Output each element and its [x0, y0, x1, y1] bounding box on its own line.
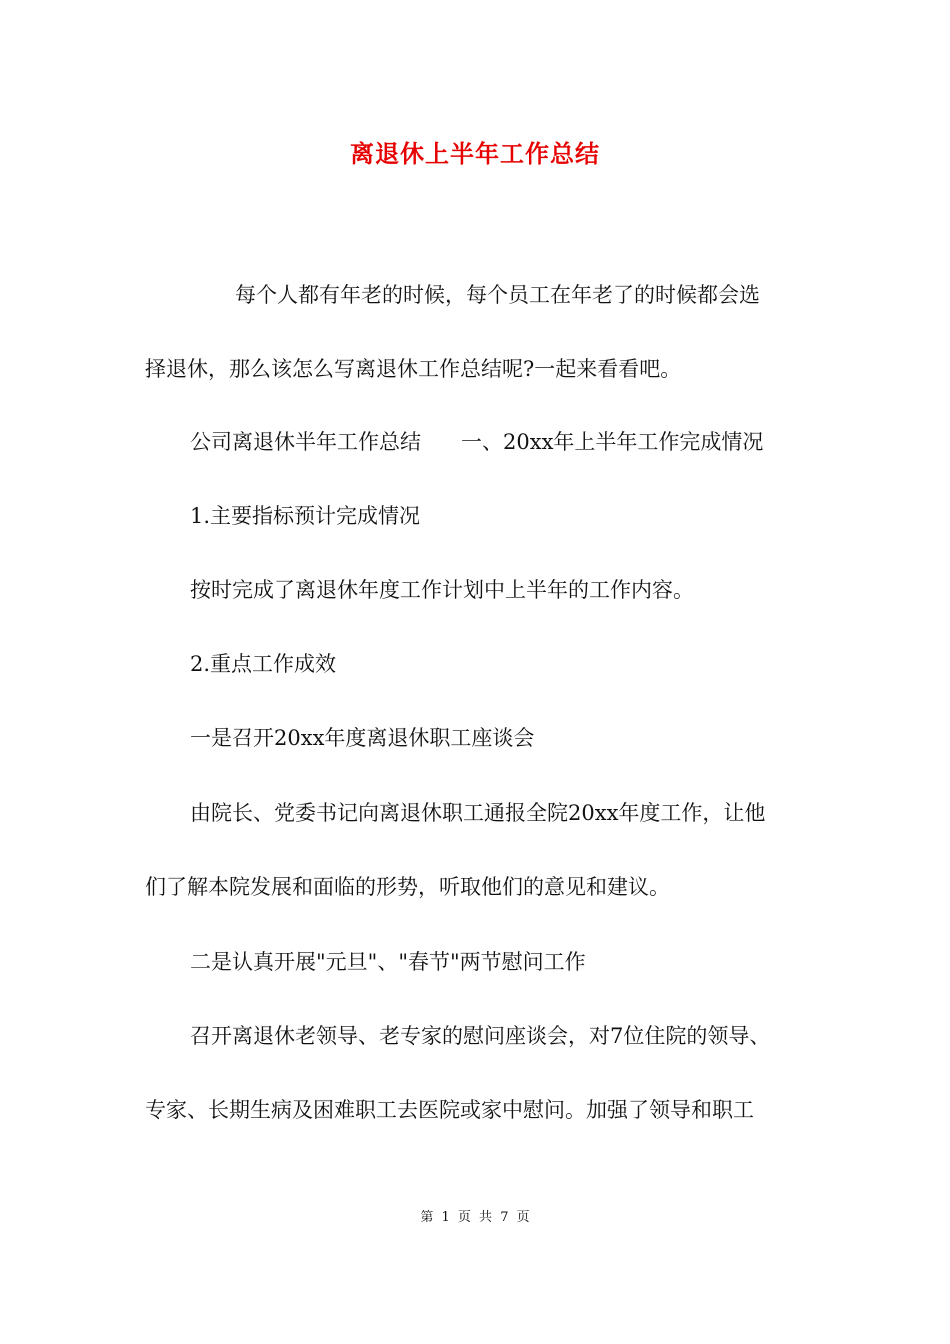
- heading-right: 一、20xx年上半年工作完成情况: [461, 430, 764, 454]
- paragraph-line: 二是认真开展"元旦"、"春节"两节慰问工作: [190, 950, 586, 974]
- paragraph-line: 2.重点工作成效: [190, 652, 337, 676]
- paragraph-line: 专家、长期生病及困难职工去医院或家中慰问。加强了领导和职工: [145, 1098, 754, 1122]
- paragraph-line: 一是召开20xx年度离退休职工座谈会: [190, 726, 535, 750]
- document-title: 离退休上半年工作总结: [350, 139, 600, 168]
- page-number: 第 1 页 共 7 页: [420, 1210, 530, 1225]
- section-heading: [0, 425, 950, 459]
- heading-left: 公司离退休半年工作总结: [190, 430, 421, 454]
- paragraph-line: 1.主要指标预计完成情况: [190, 504, 421, 528]
- paragraph-line: 每个人都有年老的时候，每个员工在年老了的时候都会选: [235, 283, 760, 307]
- paragraph-line: 择退休，那么该怎么写离退休工作总结呢?一起来看看吧。: [145, 357, 682, 381]
- paragraph-line: 按时完成了离退休年度工作计划中上半年的工作内容。: [190, 578, 694, 602]
- paragraph-line: 由院长、党委书记向离退休职工通报全院20xx年度工作，让他: [190, 801, 766, 825]
- paragraph-line: 召开离退休老领导、老专家的慰问座谈会，对7位住院的领导、: [190, 1024, 771, 1048]
- paragraph-line: 们了解本院发展和面临的形势，听取他们的意见和建议。: [145, 875, 670, 899]
